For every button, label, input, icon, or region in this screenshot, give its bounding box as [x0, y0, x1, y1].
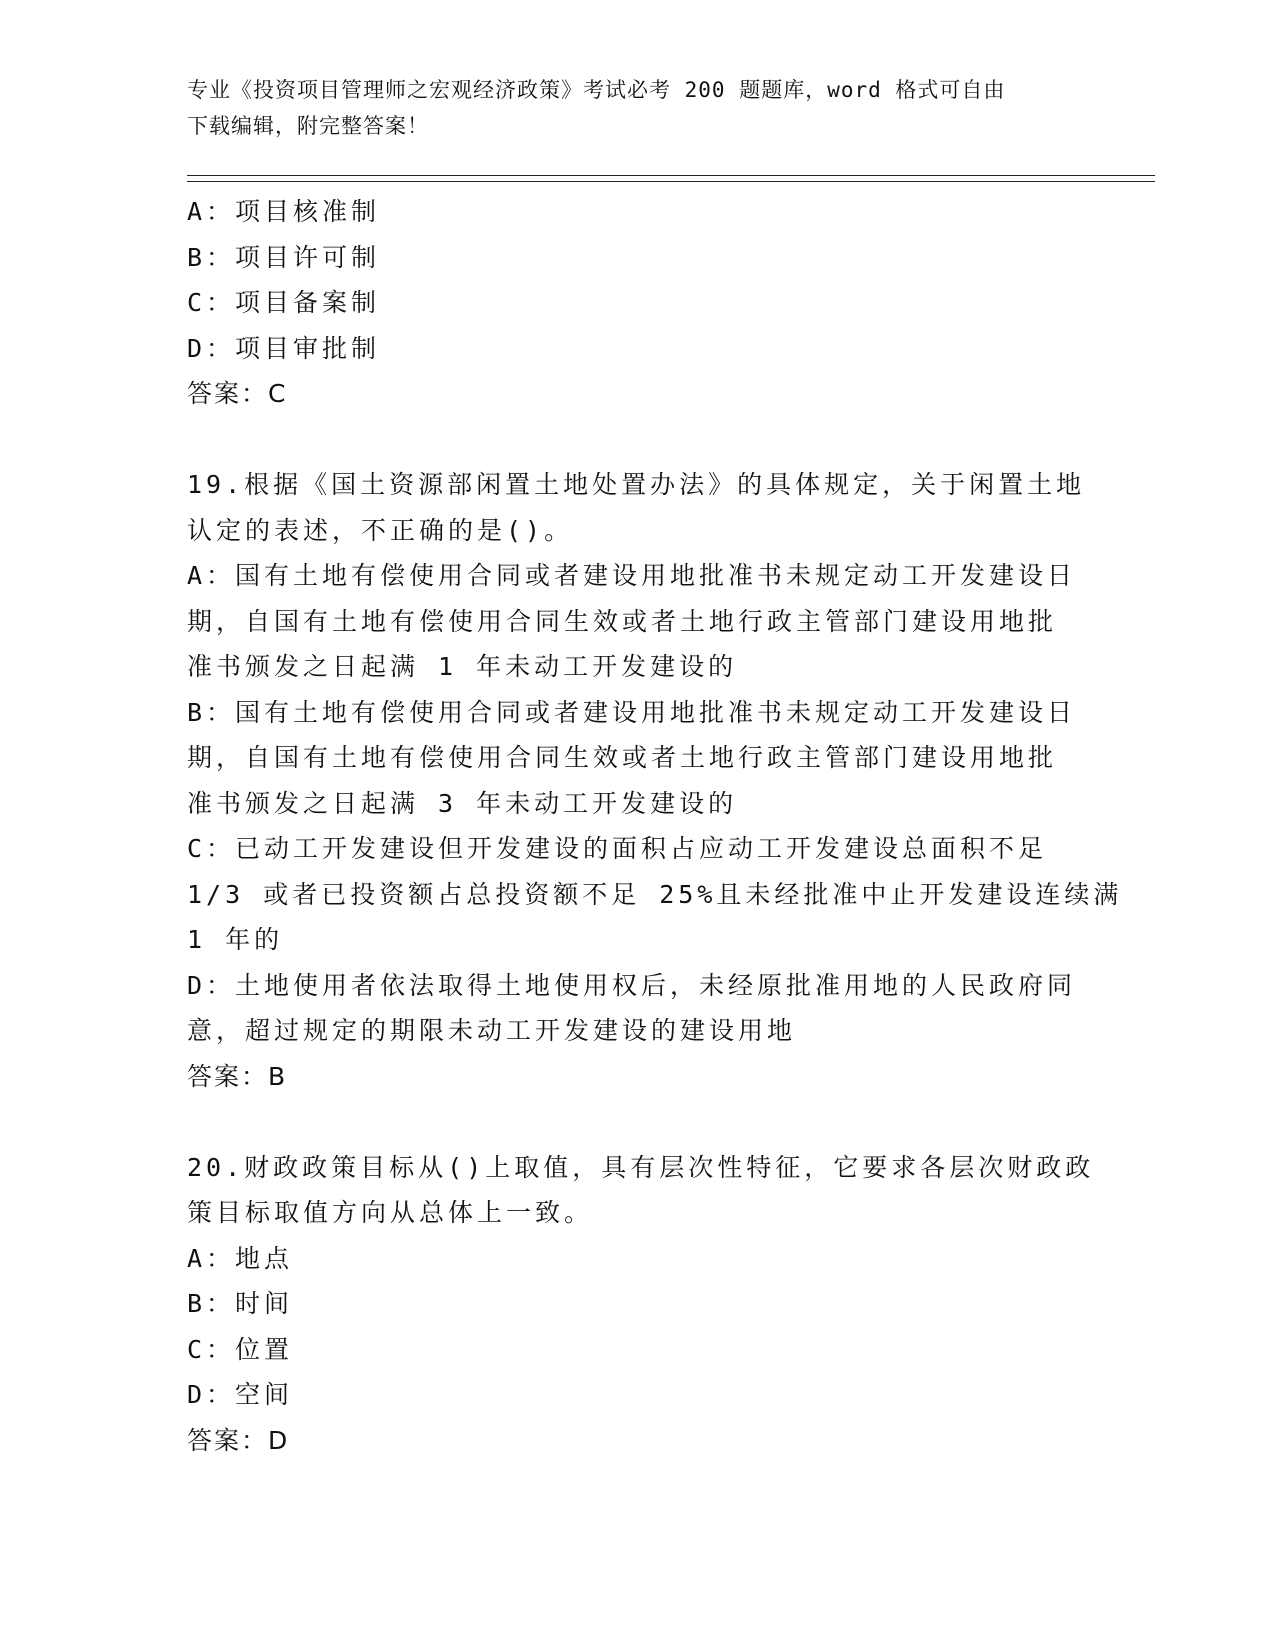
option-c: 1/3 或者已投资额占总投资额不足 25%且未经批准中止开发建设连续满: [187, 879, 1123, 909]
option-c: C：项目备案制: [187, 288, 381, 317]
answer-20: 答案：D: [187, 1425, 290, 1455]
header-divider: [187, 175, 1155, 176]
option-a: A：国有土地有偿使用合同或者建设用地批准书未规定动工开发建设日: [187, 561, 1077, 590]
spacer: [187, 1099, 1087, 1145]
option-a: 准书颁发之日起满 1 年未动工开发建设的: [187, 652, 738, 681]
question-20: [187, 1145, 1095, 1418]
question-18-options: [187, 189, 1087, 371]
header-line: 专业《投资项目管理师之宏观经济政策》考试必考 200 题题库，word 格式可自由: [187, 78, 1006, 102]
header-divider: [187, 181, 1155, 182]
question-19-stem: 19.根据《国土资源部闲置土地处置办法》的具体规定，关于闲置土地: [187, 470, 1086, 499]
option-c: C：位置: [187, 1334, 294, 1364]
option-d: 意，超过规定的期限未动工开发建设的建设用地: [187, 1016, 797, 1045]
option-a: A：地点: [187, 1243, 294, 1273]
option-b: 期，自国有土地有偿使用合同生效或者土地行政主管部门建设用地批: [187, 743, 1058, 772]
question-content: [187, 189, 1123, 1463]
option-c: 1 年的: [187, 925, 284, 954]
answer-18: 答案：C: [187, 379, 288, 408]
option-b: B：国有土地有偿使用合同或者建设用地批准书未规定动工开发建设日: [187, 697, 1077, 727]
question-19-stem: 认定的表述，不正确的是()。: [187, 515, 574, 545]
option-d: D：项目审批制: [187, 333, 381, 363]
question-19: [187, 462, 1123, 1054]
question-20-stem: 策目标取值方向从总体上一致。: [187, 1198, 594, 1227]
header-line: 下载编辑，附完整答案！: [187, 114, 429, 138]
option-b: B：时间: [187, 1289, 294, 1318]
option-b: B：项目许可制: [187, 242, 381, 272]
document-header: [187, 72, 1067, 144]
option-a: 期，自国有土地有偿使用合同生效或者土地行政主管部门建设用地批: [187, 606, 1058, 636]
option-d: D：空间: [187, 1380, 294, 1409]
option-b: 准书颁发之日起满 3 年未动工开发建设的: [187, 788, 738, 818]
option-d: D：土地使用者依法取得土地使用权后，未经原批准用地的人民政府同: [187, 970, 1077, 1000]
question-20-stem: 20.财政政策目标从()上取值，具有层次性特征，它要求各层次财政政: [187, 1152, 1095, 1182]
option-a: A：项目核准制: [187, 197, 381, 226]
answer-19: 答案：B: [187, 1061, 288, 1091]
option-c: C：已动工开发建设但开发建设的面积占应动工开发建设总面积不足: [187, 834, 1048, 863]
spacer: [187, 417, 1087, 463]
